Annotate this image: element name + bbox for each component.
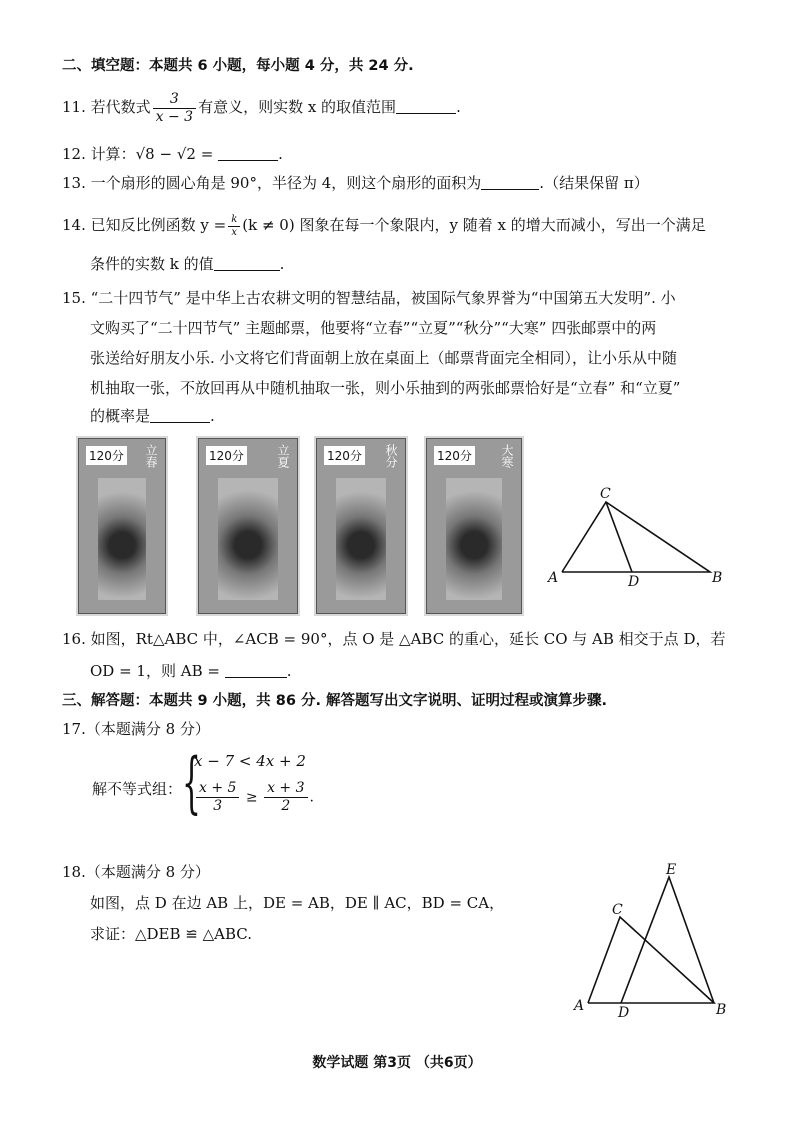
q14-prefix: 14. 已知反比例函数 y = xyxy=(62,216,227,234)
q15-line5: 的概率是 . xyxy=(90,407,215,425)
figure-18-triangles xyxy=(560,860,760,1025)
q17-relation: ≥ xyxy=(245,789,258,806)
q18-line2: 求证：△DEB ≌ △ABC. xyxy=(90,925,253,943)
label-e: E xyxy=(666,862,677,878)
q16-line2: OD = 1，则 AB = . xyxy=(90,662,292,680)
system-brace: { xyxy=(182,744,201,821)
q14-fraction xyxy=(228,214,240,239)
q17-inequality-1: x − 7 < 4x + 2 xyxy=(194,752,306,770)
q18-line1: 如图，点 D 在边 AB 上，DE = AB，DE ∥ AC，BD = CA， xyxy=(90,894,505,912)
label-c: C xyxy=(600,486,611,502)
q15-line3: 张送给好朋友小乐. 小文将它们背面朝上放在桌面上（邮票背面完全相同），让小乐从中随 xyxy=(90,349,678,367)
q11-denominator: x − 3 xyxy=(155,108,194,125)
triangle-abc xyxy=(588,917,714,1003)
section-2-title: 二、填空题：本题共 6 小题，每小题 4 分，共 24 分. xyxy=(62,58,414,74)
stamp-value: 120分 xyxy=(434,446,475,465)
triangle-deb xyxy=(621,877,714,1003)
q12-text: 12. 计算：√8 − √2 = xyxy=(62,145,214,163)
q17-system xyxy=(92,744,392,826)
label-b: B xyxy=(716,1002,727,1018)
question-14-line2: 条件的实数 k 的值 . xyxy=(90,255,285,273)
label-c: C xyxy=(612,902,623,918)
q17-head: 17.（本题满分 8 分） xyxy=(62,720,210,738)
question-12: 12. 计算：√8 − √2 = . xyxy=(62,145,283,163)
label-d: D xyxy=(628,574,640,590)
stamp-lixia xyxy=(196,436,300,616)
q15-line5-text: 的概率是 xyxy=(90,407,151,425)
q14-line2-text: 条件的实数 k 的值 xyxy=(90,255,214,273)
q17-fraction-1 xyxy=(196,780,239,815)
q14-denominator: x xyxy=(231,226,238,238)
q11-suffix: 有意义，则实数 x 的取值范围 xyxy=(198,98,397,116)
stamp-artwork xyxy=(446,478,502,600)
q11-prefix: 11. 若代数式 xyxy=(62,98,151,116)
stamp-dahan xyxy=(424,436,524,616)
q17-fraction-2 xyxy=(264,780,307,815)
stamp-qiufen xyxy=(314,436,408,616)
question-13 xyxy=(62,173,649,193)
q14-suffix: (k ≠ 0) 图象在每一个象限内，y 随着 x 的增大而减小，写出一个满足 xyxy=(242,216,706,234)
median-cd xyxy=(606,502,632,572)
triangle-abc xyxy=(562,502,710,572)
stamp-name: 立夏 xyxy=(276,444,290,468)
q11-fraction xyxy=(153,91,196,126)
q13-suffix: .（结果保留 π） xyxy=(539,174,649,192)
label-a: A xyxy=(574,998,585,1014)
q15-line2: 文购买了“二十四节气” 主题邮票，他要将“立春”“立夏”“秋分”“大寒” 四张邮票中的两 xyxy=(90,319,657,337)
stamp-lichun xyxy=(76,436,168,616)
label-d: D xyxy=(618,1005,630,1021)
q17-f1-numerator: x + 5 xyxy=(196,780,239,798)
q11-answer-blank[interactable] xyxy=(396,99,456,114)
q13-text: 13. 一个扇形的圆心角是 90°，半径为 4，则这个扇形的面积为 xyxy=(62,174,482,192)
stamp-artwork xyxy=(98,478,146,600)
label-a: A xyxy=(548,570,559,586)
q17-f2-numerator: x + 3 xyxy=(264,780,307,798)
q16-answer-blank[interactable] xyxy=(225,663,287,678)
question-11: 11. 若代数式 $\frac{3}{x - 3}$ 有意义，则实数 x 的取值范围 . xyxy=(62,90,461,125)
page-footer: 数学试题 第3页 （共6页） xyxy=(312,1055,482,1071)
q17-f2-denominator: 2 xyxy=(281,798,291,814)
q14-answer-blank[interactable] xyxy=(214,256,280,271)
figure-16-triangle xyxy=(540,480,740,600)
q18-head: 18.（本题满分 8 分） xyxy=(62,863,210,881)
q15-line4: 机抽取一张，不放回再从中随机抽取一张，则小乐抽到的两张邮票恰好是“立春” 和“立夏” xyxy=(90,379,681,397)
q11-numerator: 3 xyxy=(153,91,196,109)
question-14 xyxy=(62,208,706,242)
q16-line2-text: OD = 1，则 AB = xyxy=(90,662,220,680)
stamp-value: 120分 xyxy=(86,446,127,465)
q17-f1-denominator: 3 xyxy=(213,798,223,814)
q14-numerator: k xyxy=(228,214,240,227)
q17-label: 解不等式组： xyxy=(92,780,183,798)
q15-answer-blank[interactable] xyxy=(150,408,210,423)
stamp-name: 立春 xyxy=(144,444,158,468)
stamp-artwork xyxy=(218,478,278,600)
q15-line1: 15. “二十四节气” 是中华上古农耕文明的智慧结晶，被国际气象界誉为“中国第五大发明”. 小 xyxy=(62,289,676,307)
label-b: B xyxy=(712,570,723,586)
q17-inequality-2: $\frac{x + 5}{3}$ ≥ $\frac{x + 3}{2}$ . xyxy=(194,780,314,815)
stamp-value: 120分 xyxy=(324,446,365,465)
stamp-name: 秋分 xyxy=(384,444,398,468)
q12-answer-blank[interactable] xyxy=(218,146,278,161)
section-3-title: 三、解答题：本题共 9 小题，共 86 分. 解答题写出文字说明、证明过程或演算步骤. xyxy=(62,693,608,709)
stamp-artwork xyxy=(336,478,386,600)
q16-line1: 16. 如图，Rt△ABC 中，∠ACB = 90°，点 O 是 △ABC 的重心，延长 CO 与 AB 相交于点 D，若 xyxy=(62,630,726,648)
q13-answer-blank[interactable] xyxy=(481,175,539,190)
stamp-name: 大寒 xyxy=(500,444,514,468)
stamp-value: 120分 xyxy=(206,446,247,465)
